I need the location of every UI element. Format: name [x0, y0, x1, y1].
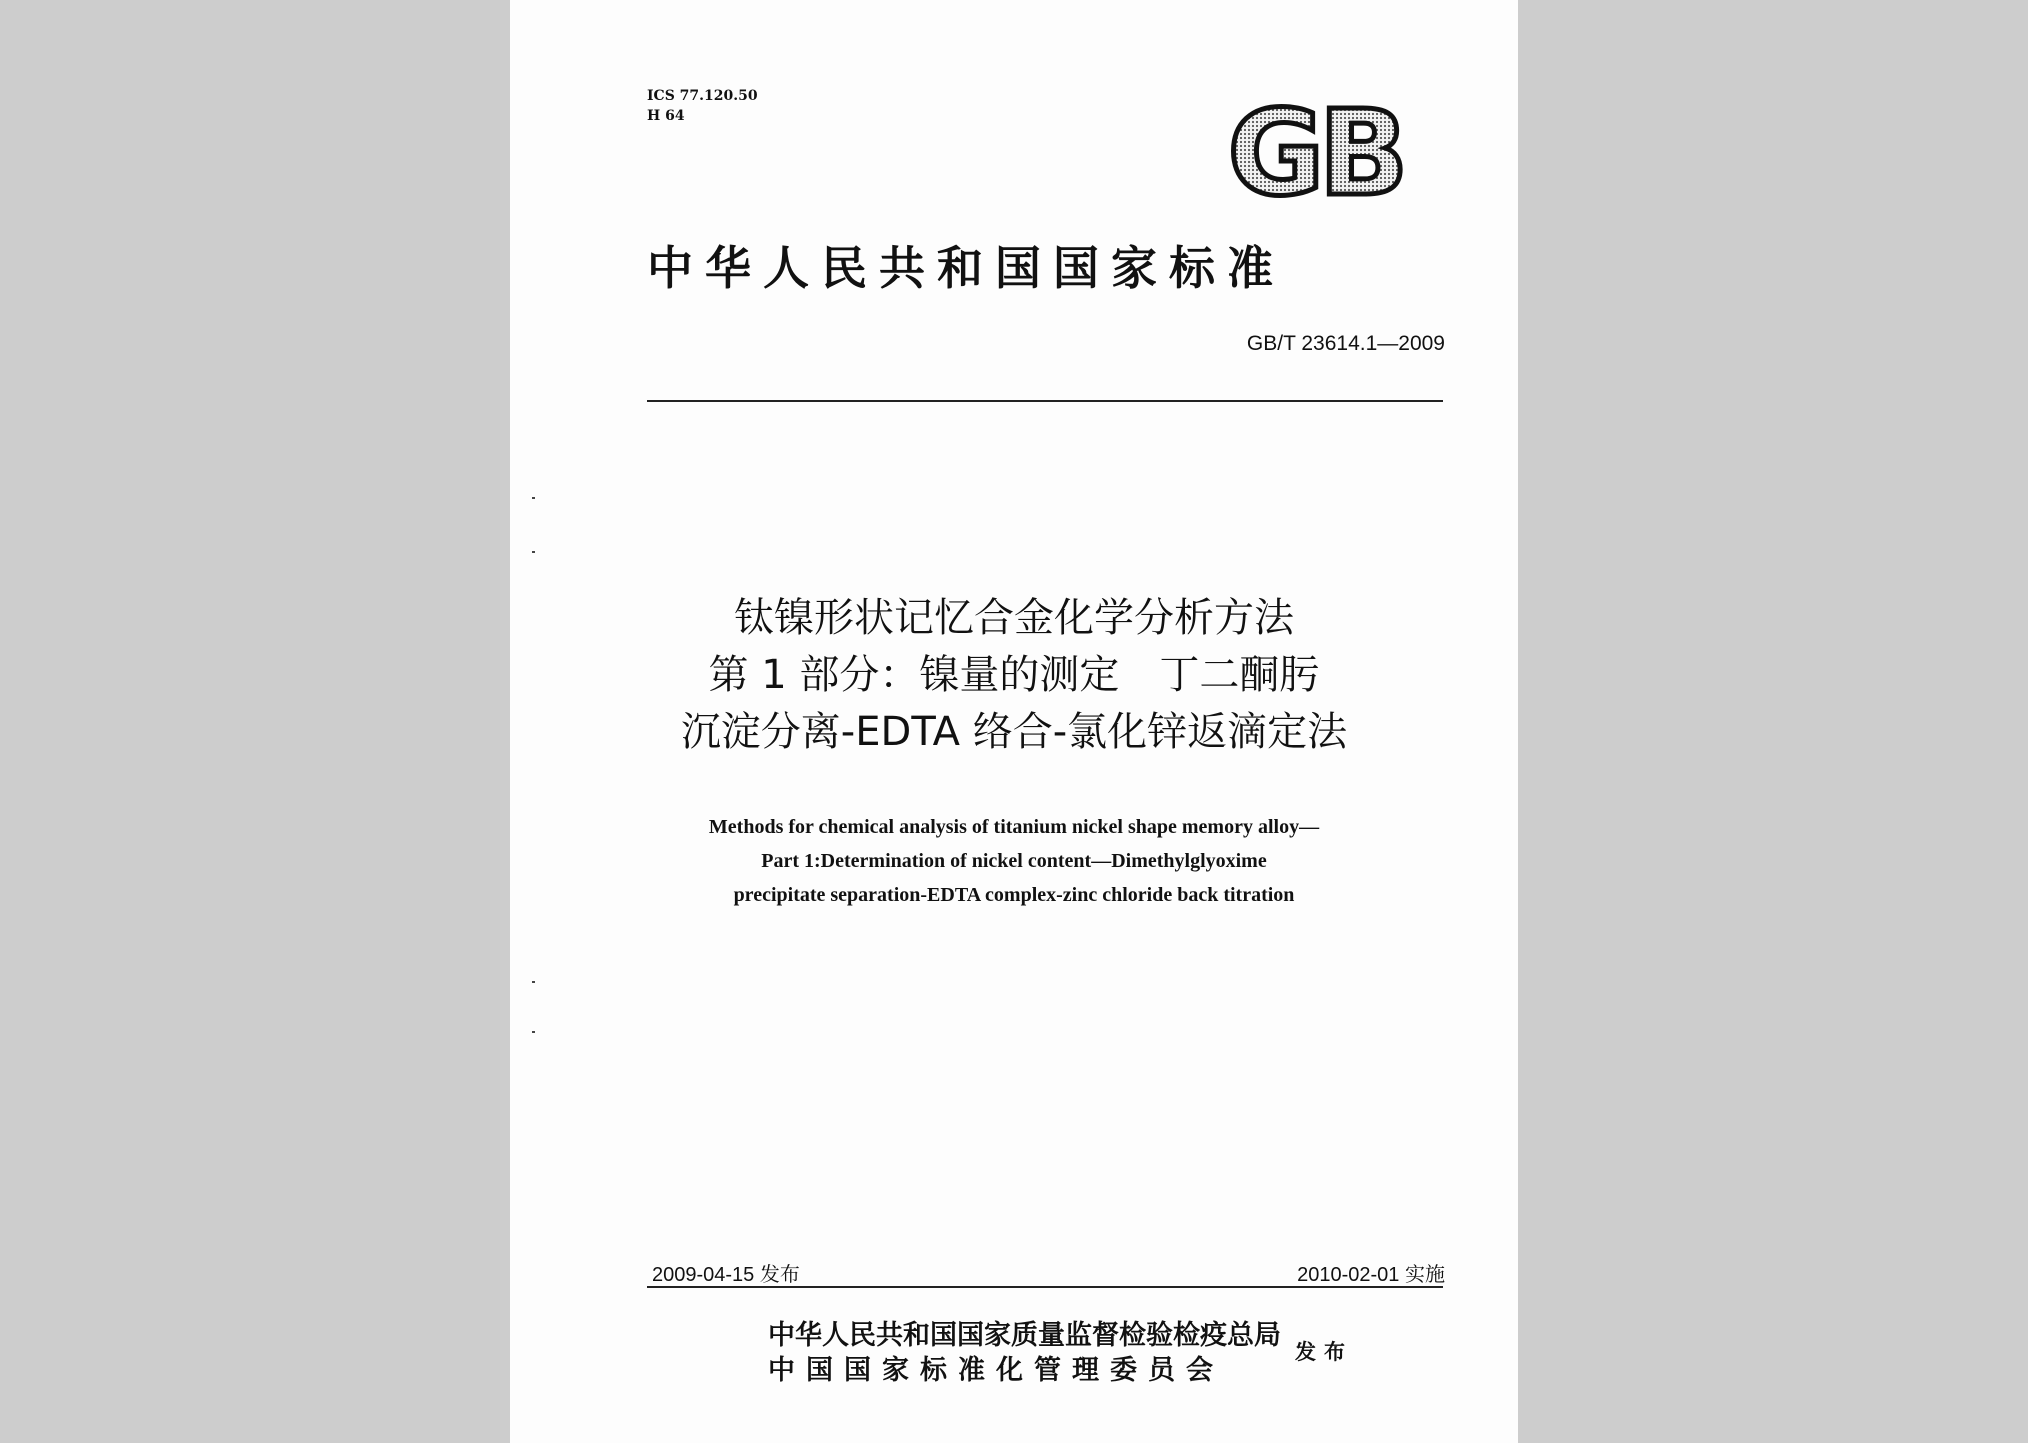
document-page: [510, 0, 1518, 1443]
ics-code: ICS 77.120.50: [647, 88, 758, 104]
gb-logo-text: GB: [1227, 100, 1403, 202]
ccs-code: H 64: [647, 108, 685, 124]
publish-label: 发布: [1295, 1340, 1353, 1364]
national-standard-title: 中华人民共和国国家标准: [647, 241, 1285, 295]
scan-speck: [532, 1031, 535, 1033]
issue-date: 2009-04-15 发布: [652, 1264, 800, 1286]
chinese-title-line: 钛镍形状记忆合金化学分析方法: [734, 595, 1294, 641]
classification-codes: [647, 86, 758, 126]
english-title-line: Part 1:Determination of nickel content—Dimethylglyoxime: [761, 850, 1267, 872]
chinese-title-line: 第 1 部分：镍量的测定 丁二酮肟: [708, 652, 1320, 698]
scan-speck: [532, 497, 535, 499]
footer-divider: [647, 1286, 1443, 1288]
scan-speck: [532, 551, 535, 553]
english-title-line: precipitate separation-EDTA complex-zinc chloride back titration: [733, 884, 1295, 906]
issuer-aqsiq: 中华人民共和国国家质量监督检验检疫总局: [768, 1320, 1281, 1351]
issuing-organizations: [768, 1318, 1281, 1388]
implementation-date: 2010-02-01 实施: [1297, 1264, 1445, 1286]
standard-number: GB/T 23614.1—2009: [1246, 332, 1445, 355]
issuer-sac: 中国国家标准化管理委员会: [768, 1355, 1224, 1386]
english-title: [510, 810, 1518, 912]
chinese-title: [510, 590, 1518, 761]
english-title-line: Methods for chemical analysis of titanium nickel shape memory alloy—: [708, 816, 1320, 838]
chinese-title-line: 沉淀分离-EDTA 络合-氯化锌返滴定法: [680, 709, 1348, 755]
gb-logo: [1215, 100, 1415, 202]
scan-speck: [532, 981, 535, 983]
header-divider: [647, 400, 1443, 402]
